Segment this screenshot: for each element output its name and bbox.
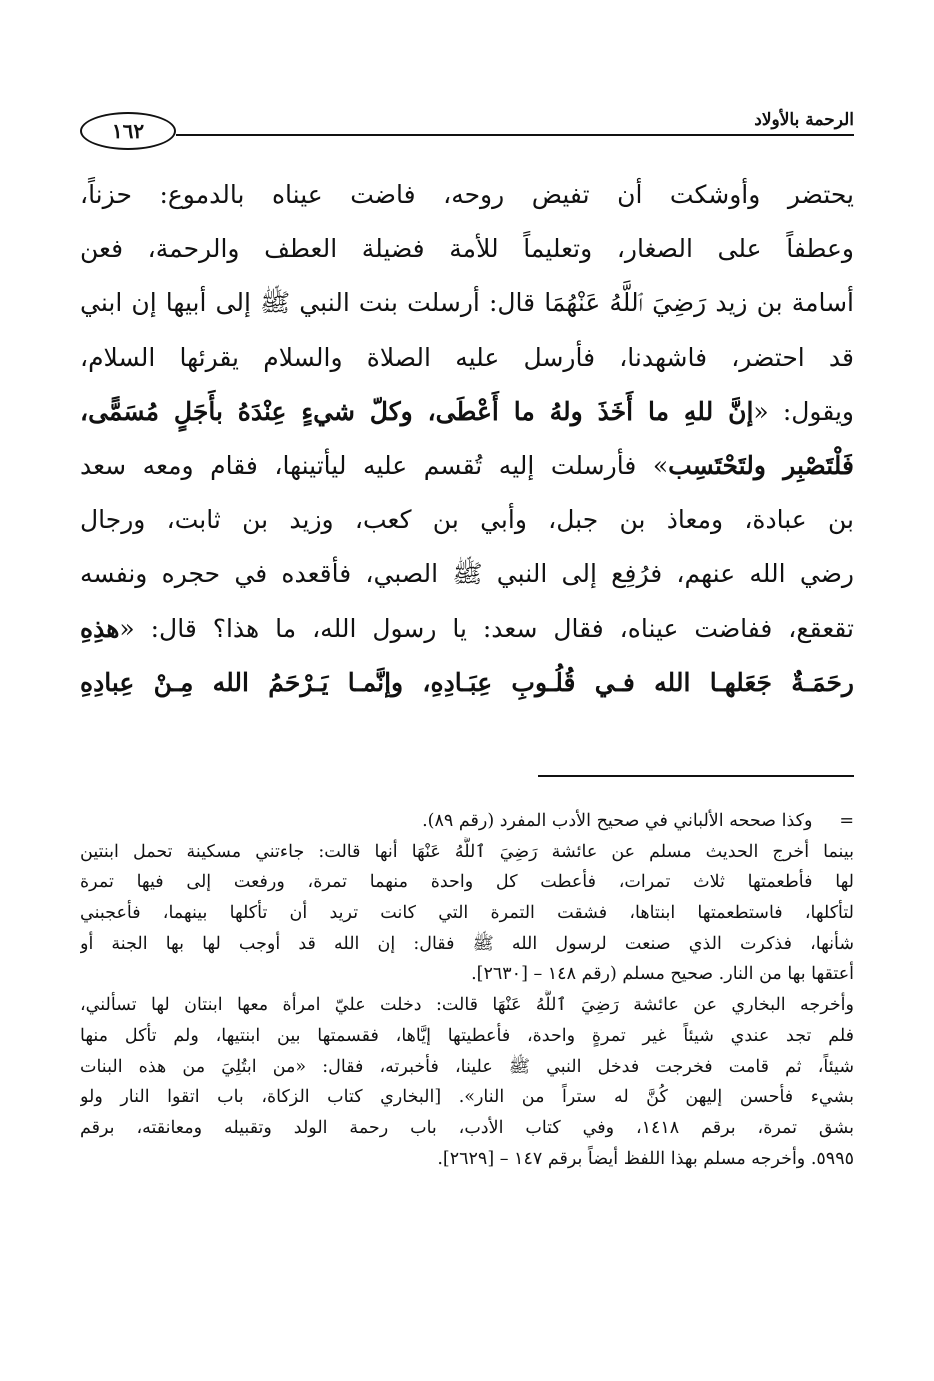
page-number: ١٦٢ [80,112,176,150]
footnote-line: شيئاً، ثم قامت فخرجت فدخل النبي ﷺ علينا، فأخبرته، فقال: «من ابتُلِيَ من هذه البنات [80,1056,854,1077]
text-line [80,547,854,601]
main-text [80,168,854,710]
continuation-mark: = [839,811,854,831]
text-segment: بن عبادة، ومعاذ بن جبل، وأبي بن كعب، وزيد بن ثابت، ورجال [80,505,854,535]
hadith-quote: إنَّ للهِ ما أَخَذَ ولهُ ما أَعْطَى، وكلّ شيءٍ عِنْدَهُ بأَجَلٍ مُسَمًّى، [80,396,754,426]
footnotes [80,806,854,1174]
footnote-line: لتأكلها، فاستطعمتها ابنتاها، فشقت التمرة التي كانت تريد أن تأكلها بينهما، فأعجبني [80,903,854,924]
footnote-line: لها فأطعمتها ثلاث تمرات، فأعطت كل واحدة منهما تمرة، ورفعت إلى فيها تمرة [80,872,854,893]
footnote-line: بشق تمرة، برقم ١٤١٨، وفي كتاب الأدب، باب رحمة الولد وتقبيله ومعانقته، برقم [80,1117,854,1138]
text-segment: يحتضر وأوشكت أن تفيض روحه، فاضت عيناه بالدموع: حزناً، [80,180,854,209]
text-line [80,168,854,222]
text-segment: وعطفاً على الصغار، وتعليماً للأمة فضيلة العطف والرحمة، فعن [80,234,854,264]
footnote-line: بشيء فأحسن إليهن كُنَّ له ستراً من النار». [البخاري كتاب الزكاة، باب اتقوا النار ولو [80,1087,854,1108]
text-line [80,331,854,385]
footnote-line: وأخرجه البخاري عن عائشة رَضِيَ ٱللَّهُ عَنْهَا قالت: دخلت عليّ امرأة معها ابنتان لها تسألني، [80,995,854,1016]
footnote-text: وكذا صححه الألباني في صحيح الأدب المفرد (رقم ٨٩). [422,811,813,831]
header-rule [176,134,854,136]
text-segment: قد احتضر، فاشهدنا، فأرسل عليه الصلاة والسلام يقرئها السلام، [80,342,854,372]
text-line [80,602,854,656]
page-header [80,108,854,154]
footnote-line: فلم تجد عندي شيئاً غير تمرةٍ واحدة، فأعطيتها إيَّاها، فقسمتها بين ابنتيها، ولم تأكل منها [80,1025,854,1046]
text-line [80,656,854,710]
footnote-separator [538,775,854,777]
text-segment: » فأرسلت إليه تُقسم عليه ليأتينها، فقام ومعه سعد [80,450,669,480]
text-line [80,493,854,547]
hadith-quote: رحَمَـةٌ جَعَلهـا الله فـي قُلُـوبِ عِبَـادِهِ، وإنَّمـا يَـرْحَمُ الله مِـنْ عِبادِهِ [80,667,854,697]
text-line [80,385,854,439]
hadith-quote: فَلْتَصْبِر ولتَحْتَسِب [668,450,854,480]
text-line [80,222,854,276]
text-segment: أسامة بن زيد رَضِيَ ٱللَّهُ عَنْهُمَا قال: أرسلت بنت النبي ﷺ إلى أبيها إن ابني [80,288,854,318]
text-segment: رضي الله عنهم، فرُفِع إلى النبي ﷺ الصبي، فأقعده في حجره ونفسه [80,559,854,589]
footnote-line [80,806,854,837]
text-line [80,276,854,330]
text-segment: ويقول: « [753,396,854,426]
footnote-line: بينما أخرج الحديث مسلم عن عائشة رَضِيَ ٱللَّهُ عَنْهَا أنها قالت: جاءتني مسكينة تحمل ابنتين [80,841,854,862]
hadith-quote: هذِهِ [80,613,120,643]
footnote-line: شأنها، فذكرت الذي صنعت لرسول الله ﷺ فقال: إن الله قد أوجب لها بها الجنة أو [80,933,854,954]
footnote-line: ٥٩٩٥. وأخرجه مسلم بهذا اللفظ أيضاً برقم ١٤٧ – [٢٦٢٩]. [437,1148,854,1169]
text-line [80,439,854,493]
footnote-line: أعتقها بها من النار. صحيح مسلم (رقم ١٤٨ – [٢٦٣٠]. [471,964,854,985]
text-segment: تقعقع، ففاضت عيناه، فقال سعد: يا رسول الله، ما هذا؟ قال: « [119,613,854,643]
running-title: الرحمة بالأولاد [754,110,854,130]
